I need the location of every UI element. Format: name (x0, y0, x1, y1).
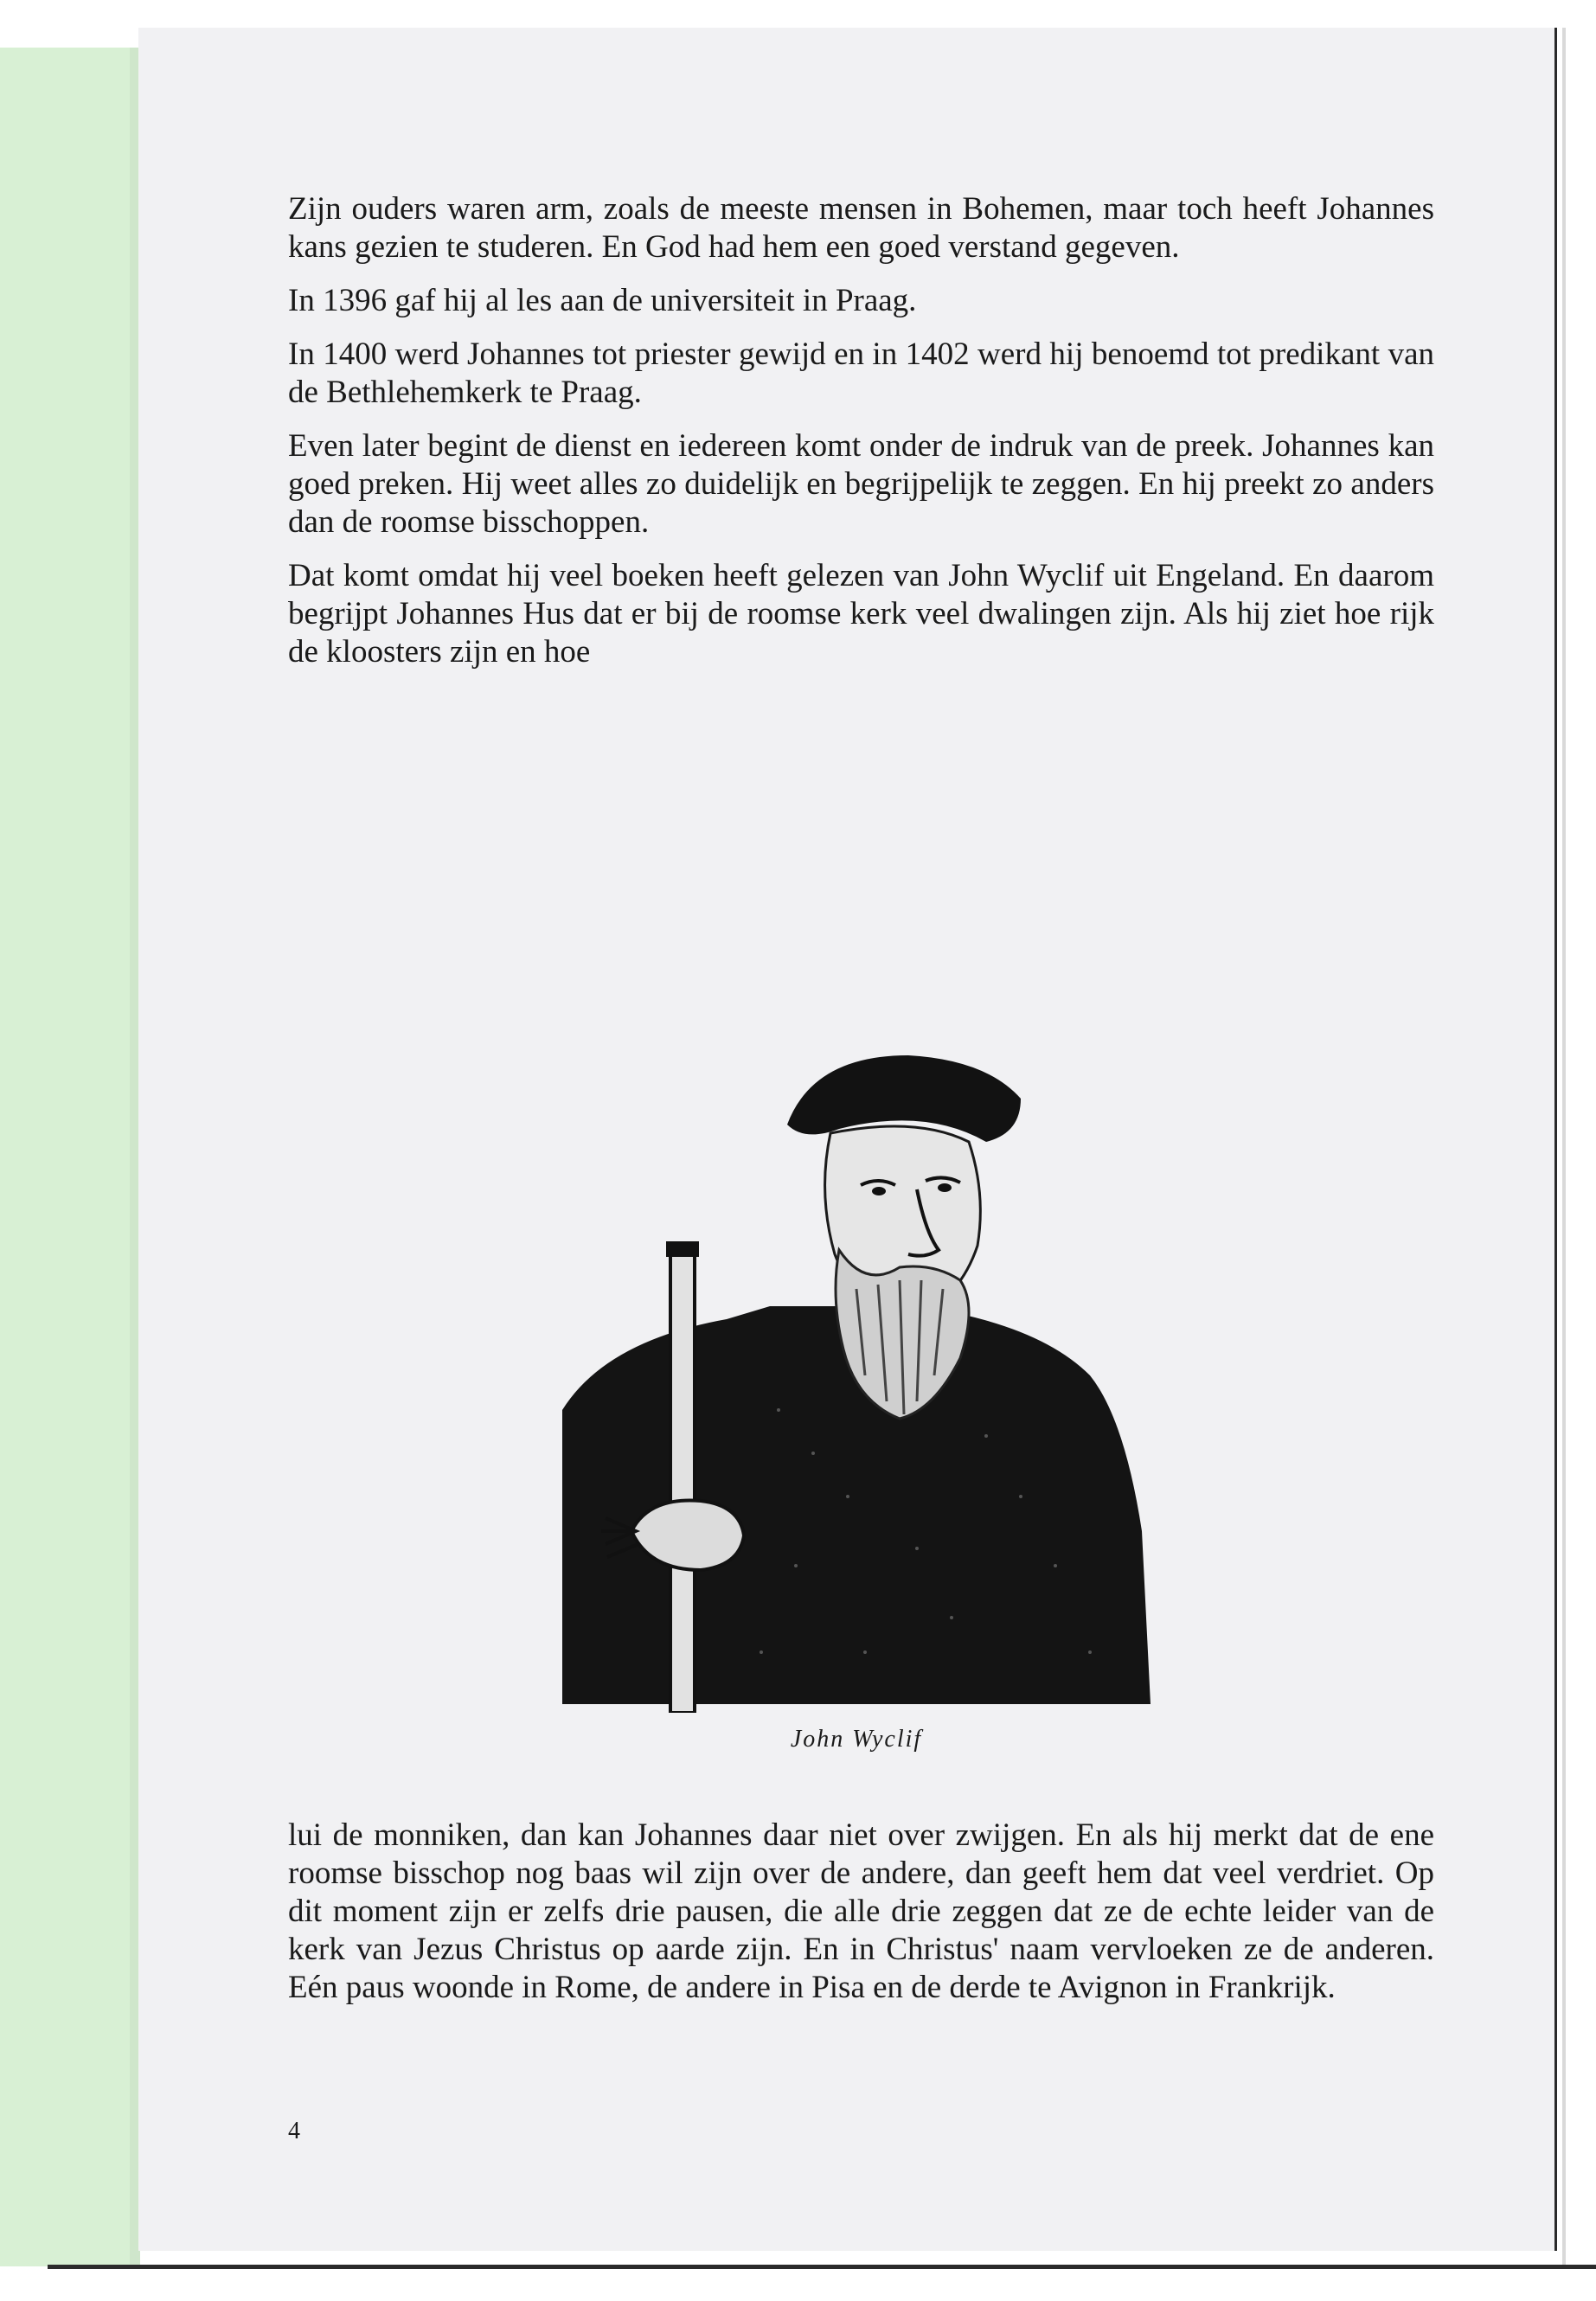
paragraph-preaching: Even later begint de dienst en iedereen komt onder de indruk van de preek. Johannes kan goed preken. Hij weet alles zo duidelijk en begrijpelijk te zeggen. En hij preekt zo anders dan de roomse bisschoppen. (288, 428, 1434, 540)
top-text-block (288, 190, 1434, 687)
paragraph-1400: In 1400 werd Johannes tot priester gewijd en in 1402 werd hij benoemd tot predikant van de Bethlehemkerk te Praag. (288, 336, 1434, 410)
figure-caption: John Wyclif (790, 1726, 923, 1753)
page-bottom-edge (48, 2265, 1596, 2269)
paragraph-wyclif-books: Dat komt omdat hij veel boeken heeft gelezen van John Wyclif uit Engeland. En daarom begrijpt Johannes Hus dat er bij de roomse kerk veel dwalingen zijn. Als hij ziet hoe rijk de kloosters zijn en hoe (288, 558, 1434, 670)
page-number: 4 (288, 2118, 300, 2144)
book-cover-edge (0, 48, 138, 2266)
portrait-staff (670, 1246, 695, 1713)
paragraph-monks-popes: lui de monniken, dan kan Johannes daar niet over zwijgen. En als hij merkt dat de ene roomse bisschop nog baas wil zijn over de andere, dan geeft hem dat veel verdriet. Op dit moment zijn er zelfs drie pausen, die alle drie zeggen dat ze de echte leider van de kerk van Jezus Christus op aarde zijn. En in Christus' naam vervloeken ze de anderen. Eén paus woonde in Rome, de andere in Pisa en de derde te Avignon in Frankrijk. (288, 1817, 1434, 2005)
paragraph-1396: In 1396 gaf hij al les aan de universiteit in Praag. (288, 283, 917, 318)
bottom-text-block (288, 1817, 1434, 2022)
page-right-edge (1562, 28, 1566, 2268)
john-wyclif-portrait (554, 1047, 1159, 1713)
paragraph-parents: Zijn ouders waren arm, zoals de meeste mensen in Bohemen, maar toch heeft Johannes kans gezien te studeren. En God had hem een goed verstand gegeven. (288, 191, 1434, 265)
